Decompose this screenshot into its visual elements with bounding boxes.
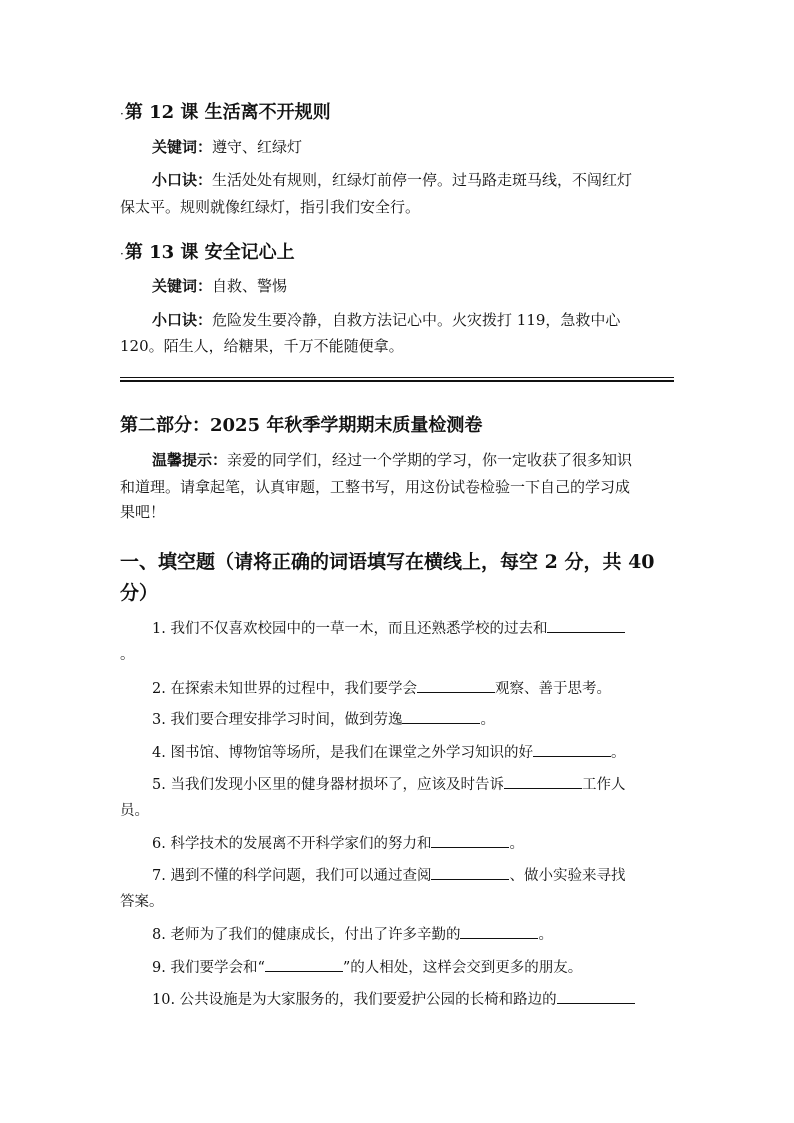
question-text: 8. 老师为了我们的健康成长，付出了许多辛勤的 <box>152 927 461 943</box>
tip-line3: 果吧！ <box>120 503 166 521</box>
lesson-title-text: 第 12 课 生活离不开规则 <box>124 102 331 123</box>
section1-heading-line1: 一、填空题（请将正确的词语填写在横线上，每空 2 分，共 40 <box>120 551 655 573</box>
question-text-end: 。 <box>480 712 495 728</box>
answer-blank[interactable] <box>557 989 635 1004</box>
lesson-title-text: 第 13 课 安全记心上 <box>124 242 295 263</box>
bullet-mark: · <box>120 247 124 261</box>
question-1 <box>152 617 625 638</box>
question-9 <box>152 956 582 977</box>
answer-blank[interactable] <box>547 618 625 633</box>
tip-line2: 和道理。请拿起笔，认真审题，工整书写，用这份试卷检验一下自己的学习成 <box>120 478 631 496</box>
section1-heading-line2: 分） <box>120 582 159 604</box>
question-text: 5. 当我们发现小区里的健身器材损坏了，应该及时告诉 <box>152 777 504 793</box>
answer-blank[interactable] <box>431 865 509 880</box>
answer-blank[interactable] <box>402 709 480 724</box>
question-5-cont: 员。 <box>120 803 149 819</box>
part2-title: 第二部分：2025 年秋季学期期末质量检测卷 <box>120 415 483 436</box>
question-7-cont: 答案。 <box>120 894 164 910</box>
question-2 <box>152 677 611 698</box>
lesson-12-keywords <box>152 136 302 157</box>
answer-blank[interactable] <box>417 678 495 693</box>
tip-line1 <box>152 449 632 470</box>
lesson-12-rhyme-line1 <box>152 169 632 190</box>
lesson-13-keywords <box>152 275 287 296</box>
keywords-text: 遵守、红绿灯 <box>212 138 303 156</box>
question-5 <box>152 773 625 794</box>
question-text: 7. 遇到不懂的科学问题，我们可以通过查阅 <box>152 868 432 884</box>
keywords-text: 自救、警惕 <box>212 277 288 295</box>
answer-blank[interactable] <box>533 742 611 757</box>
question-text: 1. 我们不仅喜欢校园中的一草一木，而且还熟悉学校的过去和 <box>152 621 548 637</box>
question-1-cont: 。 <box>120 647 135 663</box>
question-text: 4. 图书馆、博物馆等场所，是我们在课堂之外学习知识的好 <box>152 745 533 761</box>
divider-thin <box>120 377 674 378</box>
question-text-end: 。 <box>610 745 626 761</box>
answer-blank[interactable] <box>504 774 582 789</box>
question-text-end: 、做小实验来寻找 <box>509 868 626 884</box>
question-4 <box>152 741 625 762</box>
question-7 <box>152 864 625 885</box>
lesson-13-title <box>120 238 295 264</box>
question-text-end: ”的人相处，这样会交到更多的朋友。 <box>342 960 583 976</box>
answer-blank[interactable] <box>431 833 509 848</box>
rhyme-label: 小口诀： <box>152 311 213 329</box>
question-3 <box>152 708 495 729</box>
lesson-13-rhyme-line1 <box>152 309 620 330</box>
keywords-label: 关键词： <box>152 138 213 156</box>
bullet-mark: · <box>120 107 124 121</box>
question-8 <box>152 923 553 944</box>
question-text-end: 工作人 <box>581 777 626 793</box>
answer-blank[interactable] <box>460 924 538 939</box>
lesson-12-title <box>120 98 331 124</box>
question-text-end: 。 <box>509 836 524 852</box>
tip-label: 温馨提示： <box>152 451 228 469</box>
question-text: 2. 在探索未知世界的过程中，我们要学会 <box>152 681 417 697</box>
divider-thick <box>120 380 674 382</box>
question-10 <box>152 988 635 1009</box>
answer-blank[interactable] <box>265 957 343 972</box>
rhyme-label: 小口诀： <box>152 171 213 189</box>
lesson-13-rhyme-line2: 120。陌生人，给糖果，千万不能随便拿。 <box>120 337 404 355</box>
lesson-12-rhyme-line2: 保太平。规则就像红绿灯，指引我们安全行。 <box>120 198 421 216</box>
question-text: 6. 科学技术的发展离不开科学家们的努力和 <box>152 836 432 852</box>
rhyme-text: 生活处处有规则，红绿灯前停一停。过马路走斑马线，不闯红灯 <box>212 171 633 189</box>
rhyme-text: 危险发生要冷静，自救方法记心中。火灾拨打 119，急救中心 <box>212 311 621 329</box>
question-6 <box>152 832 524 853</box>
question-text: 10. 公共设施是为大家服务的，我们要爱护公园的长椅和路边的 <box>152 992 557 1008</box>
keywords-label: 关键词： <box>152 277 213 295</box>
tip-text: 亲爱的同学们，经过一个学期的学习，你一定收获了很多知识 <box>227 451 633 469</box>
question-text: 3. 我们要合理安排学习时间，做到劳逸 <box>152 712 403 728</box>
question-text: 9. 我们要学会和“ <box>152 960 265 976</box>
question-text-end: 。 <box>538 927 553 943</box>
question-text-end: 观察、善于思考。 <box>494 681 611 697</box>
